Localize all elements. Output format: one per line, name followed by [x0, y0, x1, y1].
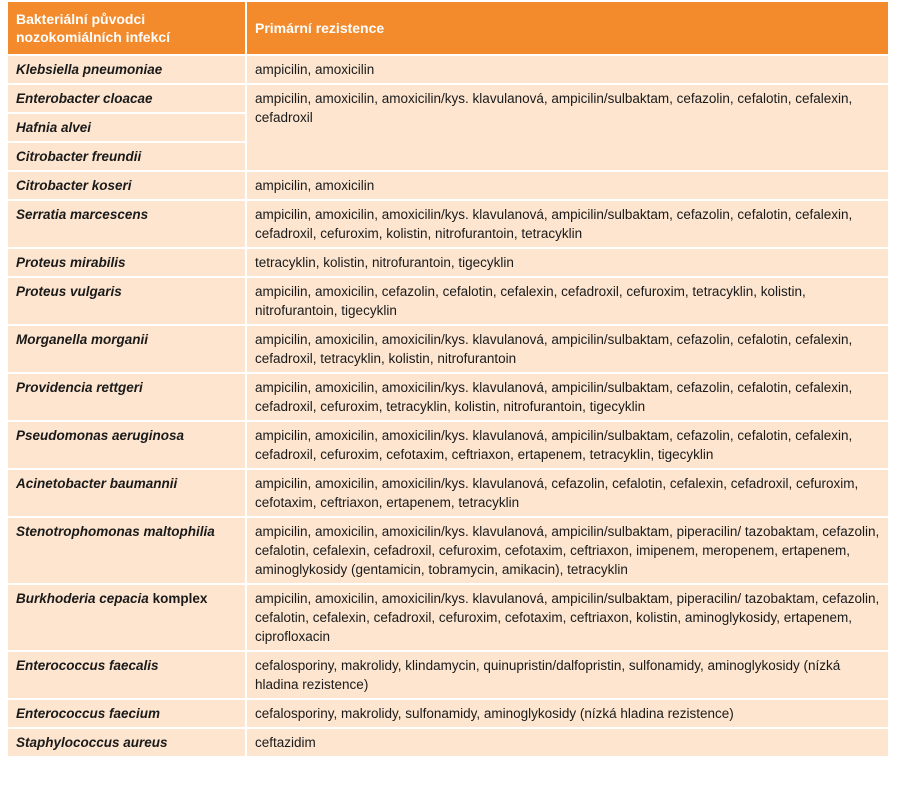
- organism-name: Staphylococcus aureus: [8, 728, 246, 756]
- table-row: [8, 421, 888, 469]
- resistance-table: [8, 2, 888, 756]
- resistance-list: ampicilin, amoxicilin: [246, 171, 888, 200]
- organism-name: Serratia marcescens: [8, 200, 246, 248]
- resistance-list: cefalosporiny, makrolidy, klindamycin, quinupristin/dalfopristin, sulfonamidy, aminoglykosidy (nízká hladina rezistence): [246, 651, 888, 699]
- resistance-list: ceftazidim: [246, 728, 888, 756]
- header-resistance: Primární rezistence: [246, 2, 888, 55]
- resistance-list: ampicilin, amoxicilin: [246, 55, 888, 84]
- resistance-list: ampicilin, amoxicilin, amoxicilin/kys. klavulanová, ampicilin/sulbaktam, cefazolin, cefalotin, cefalexin, cefadroxil, cefuroxim, kolistin, nitrofurantoin, tetracyklin: [246, 200, 888, 248]
- resistance-list: tetracyklin, kolistin, nitrofurantoin, tigecyklin: [246, 248, 888, 277]
- organism-name: Klebsiella pneumoniae: [8, 55, 246, 84]
- resistance-list: cefalosporiny, makrolidy, sulfonamidy, aminoglykosidy (nízká hladina rezistence): [246, 699, 888, 728]
- organism-name: Providencia rettgeri: [8, 373, 246, 421]
- table-row: [8, 84, 888, 113]
- organism-name: Proteus vulgaris: [8, 277, 246, 325]
- organism-name: Acinetobacter baumannii: [8, 469, 246, 517]
- resistance-list: ampicilin, amoxicilin, amoxicilin/kys. klavulanová, ampicilin/sulbaktam, cefazolin, cefalotin, cefalexin, cefadroxil: [246, 84, 888, 171]
- organism-name: Pseudomonas aeruginosa: [8, 421, 246, 469]
- table-row: [8, 469, 888, 517]
- table-row: [8, 55, 888, 84]
- header-organism: Bakteriální původci nozokomiálních infekcí: [8, 2, 246, 55]
- table-row: [8, 277, 888, 325]
- table-body: [8, 55, 888, 756]
- organism-name: Enterococcus faecium: [8, 699, 246, 728]
- table-row: [8, 248, 888, 277]
- organism-name: Citrobacter koseri: [8, 171, 246, 200]
- organism-name: Enterococcus faecalis: [8, 651, 246, 699]
- organism-name: Stenotrophomonas maltophilia: [8, 517, 246, 584]
- organism-name: Hafnia alvei: [8, 113, 246, 142]
- resistance-list: ampicilin, amoxicilin, amoxicilin/kys. klavulanová, cefazolin, cefalotin, cefalexin, cefadroxil, cefuroxim, cefotaxim, ceftriaxon, ertapenem, tetracyklin: [246, 469, 888, 517]
- table-row: [8, 699, 888, 728]
- organism-name: Proteus mirabilis: [8, 248, 246, 277]
- table-row: [8, 325, 888, 373]
- table-row: [8, 171, 888, 200]
- table-row: [8, 200, 888, 248]
- organism-name: Morganella morganii: [8, 325, 246, 373]
- resistance-list: ampicilin, amoxicilin, cefazolin, cefalotin, cefalexin, cefadroxil, cefuroxim, tetracyklin, kolistin, nitrofurantoin, tigecyklin: [246, 277, 888, 325]
- resistance-list: ampicilin, amoxicilin, amoxicilin/kys. klavulanová, ampicilin/sulbaktam, piperacilin/ tazobaktam, cefazolin, cefalotin, cefalexin, cefadroxil, cefuroxim, cefotaxim, ceftriaxon, imipenem, meropenem, ertapenem, aminoglykosidy (gentamicin, tobramycin, amikacin), tetracyklin: [246, 517, 888, 584]
- organism-name: Burkhoderia cepacia: [16, 591, 149, 606]
- table-row: [8, 651, 888, 699]
- organism-name: Citrobacter freundii: [8, 142, 246, 171]
- resistance-table-container: [8, 2, 888, 756]
- header-row: [8, 2, 888, 55]
- organism-cell: [8, 584, 246, 651]
- resistance-list: ampicilin, amoxicilin, amoxicilin/kys. klavulanová, ampicilin/sulbaktam, piperacilin/ tazobaktam, cefazolin, cefalotin, cefalexin, cefadroxil, cefuroxim, cefotaxim, ceftriaxon, kolistin, aminoglykosidy, ertapenem, ciprofloxacin: [246, 584, 888, 651]
- resistance-list: ampicilin, amoxicilin, amoxicilin/kys. klavulanová, ampicilin/sulbaktam, cefazolin, cefalotin, cefalexin, cefadroxil, cefuroxim, cefotaxim, ceftriaxon, ertapenem, tetracyklin, tigecyklin: [246, 421, 888, 469]
- resistance-list: ampicilin, amoxicilin, amoxicilin/kys. klavulanová, ampicilin/sulbaktam, cefazolin, cefalotin, cefalexin, cefadroxil, cefuroxim, tetracyklin, kolistin, nitrofurantoin, tigecyklin: [246, 373, 888, 421]
- table-row: [8, 728, 888, 756]
- organism-suffix: komplex: [148, 591, 208, 606]
- table-row: [8, 584, 888, 651]
- resistance-list: ampicilin, amoxicilin, amoxicilin/kys. klavulanová, ampicilin/sulbaktam, cefazolin, cefalotin, cefalexin, cefadroxil, tetracyklin, kolistin, nitrofurantoin: [246, 325, 888, 373]
- table-row: [8, 373, 888, 421]
- table-header: [8, 2, 888, 55]
- organism-name: Enterobacter cloacae: [8, 84, 246, 113]
- table-row: [8, 517, 888, 584]
